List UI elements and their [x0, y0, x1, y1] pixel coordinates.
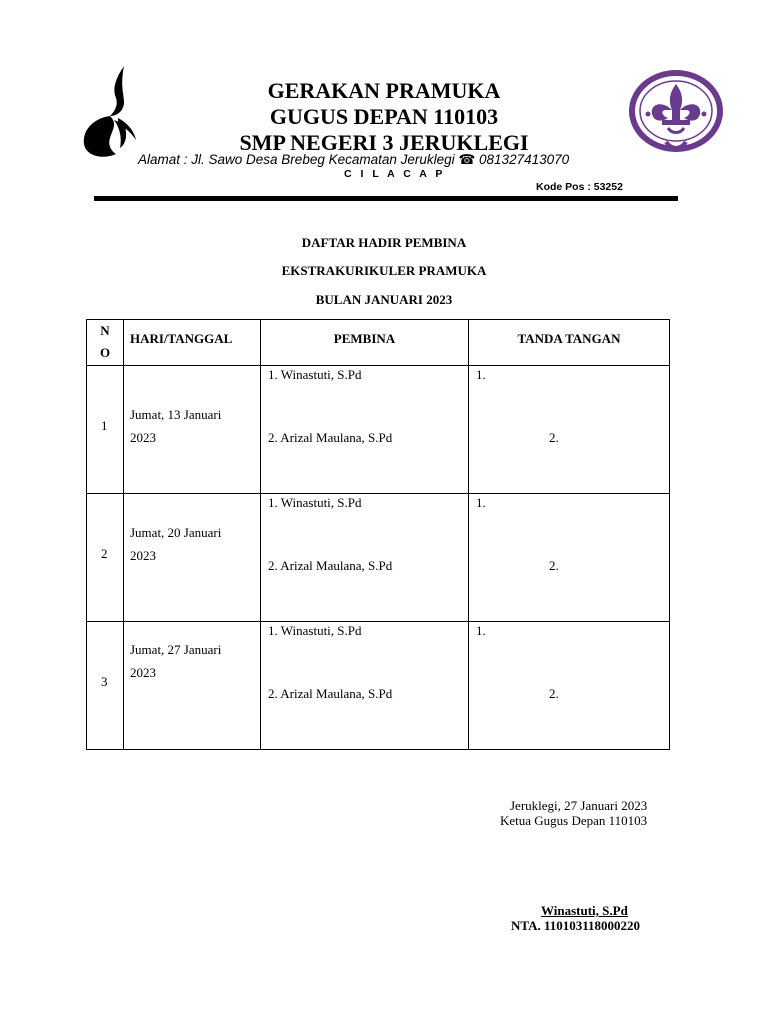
wosm-emblem-logo: [628, 70, 724, 156]
signature-place-date: Jeruklegi, 27 Januari 2023: [510, 798, 648, 813]
row-day: Jumat, 20 Januari 2023: [124, 494, 261, 622]
document-title: DAFTAR HADIR PEMBINA: [301, 235, 467, 250]
address-text: Alamat : Jl. Sawo Desa Brebeg Kecamatan Jeruklegi: [138, 152, 455, 167]
row-day: Jumat, 13 Januari 2023: [124, 366, 261, 494]
attendance-table: [86, 319, 670, 750]
row-pembina: 1. Winastuti, S.Pd 2. Arizal Maulana, S.Pd: [261, 622, 469, 750]
row-pembina: 1. Winastuti, S.Pd 2. Arizal Maulana, S.Pd: [261, 366, 469, 494]
org-gudep: GUGUS DEPAN 110103: [269, 104, 499, 129]
header-pembina: PEMBINA: [261, 320, 469, 366]
header-signature: TANDA TANGAN: [469, 320, 670, 366]
tunas-kelapa-logo: [80, 64, 140, 160]
org-school: SMP NEGERI 3 JERUKLEGI: [239, 130, 529, 155]
row-day: Jumat, 27 Januari 2023: [124, 622, 261, 750]
telephone-icon: ☎: [458, 152, 476, 167]
wosm-emblem-icon: [632, 73, 720, 149]
document-subtitle: EKSTRAKURIKULER PRAMUKA: [281, 263, 487, 278]
signer-name: Winastuti, S.Pd: [541, 903, 628, 918]
row-no: 3: [87, 622, 124, 750]
signature-position: Ketua Gugus Depan 110103: [500, 813, 648, 828]
table-row: [87, 366, 670, 494]
city-label: C I L A C A P: [344, 168, 446, 180]
phone-number: 081327413070: [479, 152, 570, 167]
signer-nta: NTA. 110103118000220: [511, 918, 641, 933]
document-period: BULAN JANUARI 2023: [315, 292, 453, 307]
table-row: [87, 494, 670, 622]
table-row: [87, 622, 670, 750]
postal-code: Kode Pos : 53252: [536, 181, 623, 193]
row-no: 1: [87, 366, 124, 494]
row-signature: 1. 2.: [469, 622, 670, 750]
org-name: GERAKAN PRAMUKA: [267, 78, 501, 103]
table-header-row: [87, 320, 670, 366]
row-no: 2: [87, 494, 124, 622]
header-divider: [94, 196, 678, 201]
row-pembina: 1. Winastuti, S.Pd 2. Arizal Maulana, S.Pd: [261, 494, 469, 622]
address-line: [138, 152, 638, 168]
header-no: N O: [87, 320, 124, 366]
row-signature: 1. 2.: [469, 366, 670, 494]
header-day: HARI/TANGGAL: [124, 320, 261, 366]
row-signature: 1. 2.: [469, 494, 670, 622]
